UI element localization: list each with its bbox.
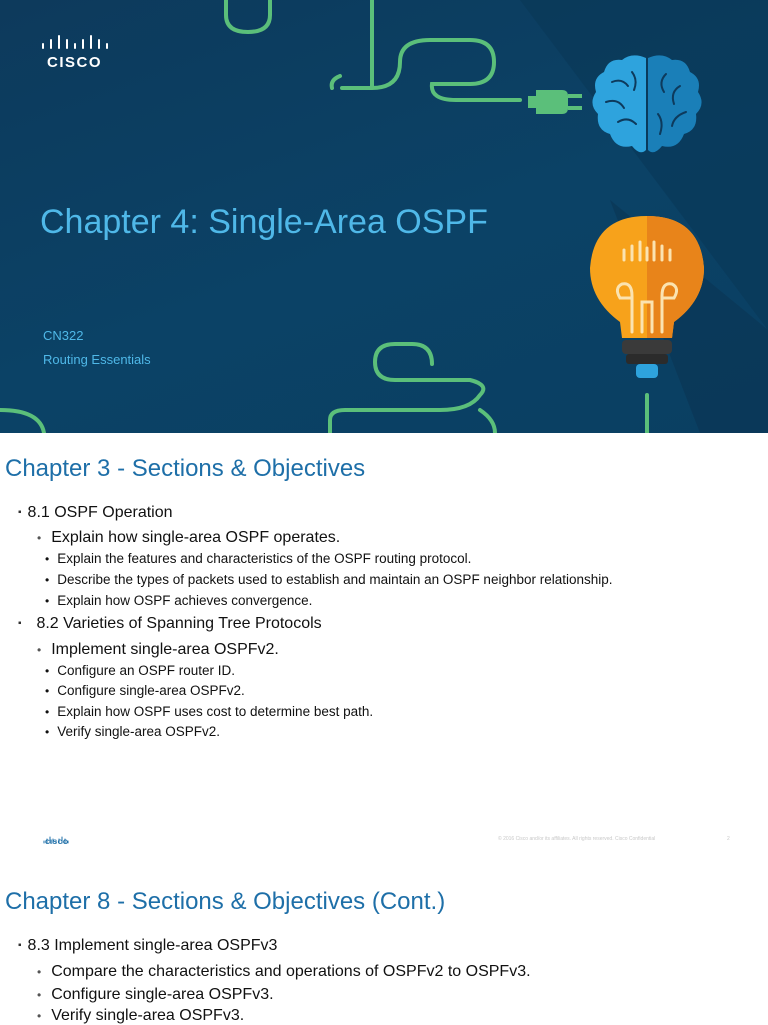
square-bullet-icon: ▪ [18,618,22,629]
dot-bullet-icon: • [45,552,50,566]
dot-bullet-icon: • [37,965,42,979]
course-code: CN322 [43,328,84,343]
footer-wordmark: CISCO [45,839,69,846]
course-name: Routing Essentials [43,352,151,367]
square-bullet-icon: ▪ [18,507,22,518]
list-item: • Describe the types of packets used to establish and maintain an OSPF neighbor relationship. [45,572,613,587]
dot-bullet-icon: • [37,531,42,545]
list-item: • Configure an OSPF router ID. [45,663,236,678]
cisco-wordmark: CISCO [47,54,103,71]
presentation-title: Chapter 4: Single-Area OSPF [40,203,488,241]
section-heading: ▪ 8.3 Implement single-area OSPFv3 [18,937,278,954]
list-item: • Explain how OSPF uses cost to determine best path. [45,704,374,719]
objective-text: • Explain how single-area OSPF operates. [37,529,341,546]
brain-icon [588,52,706,158]
list-item: • Configure single-area OSPFv3. [37,986,274,1003]
dot-bullet-icon: • [45,725,50,739]
footer-page-number: 2 [727,836,730,842]
list-item: • Verify single-area OSPFv3. [37,1007,245,1024]
footer-cisco-logo [42,831,72,849]
dot-bullet-icon: • [37,643,42,657]
objective-text: • Implement single-area OSPFv2. [37,641,279,658]
list-item: • Compare the characteristics and operations of OSPFv2 to OSPFv3. [37,963,531,980]
dot-bullet-icon: • [37,988,42,1002]
list-item: • Configure single-area OSPFv2. [45,683,245,698]
list-item: • Explain how OSPF achieves convergence. [45,593,313,608]
dot-bullet-icon: • [45,573,50,587]
square-bullet-icon: ▪ [18,940,22,951]
dot-bullet-icon: • [45,594,50,608]
lightbulb-icon [584,212,710,392]
objectives-cont-slide [0,863,768,1024]
slide-title: Chapter 3 - Sections & Objectives [5,455,366,482]
dot-bullet-icon: • [45,684,50,698]
section-heading: ▪ 8.2 Varieties of Spanning Tree Protocols [18,615,322,632]
footer-copyright: © 2016 Cisco and/or its affiliates. All rights reserved. Cisco Confidential [498,836,656,842]
cisco-logo [40,34,112,74]
list-item: • Verify single-area OSPFv2. [45,724,221,739]
dot-bullet-icon: • [45,705,50,719]
objectives-slide [0,433,768,863]
plug-icon [528,86,586,118]
section-heading: ▪ 8.1 OSPF Operation [18,504,173,521]
cisco-bars-icon [40,34,112,52]
dot-bullet-icon: • [45,664,50,678]
list-item: • Explain the features and characteristics of the OSPF routing protocol. [45,551,472,566]
dot-bullet-icon: • [37,1009,42,1023]
title-slide [0,0,768,433]
slide-title: Chapter 8 - Sections & Objectives (Cont.) [5,888,446,915]
